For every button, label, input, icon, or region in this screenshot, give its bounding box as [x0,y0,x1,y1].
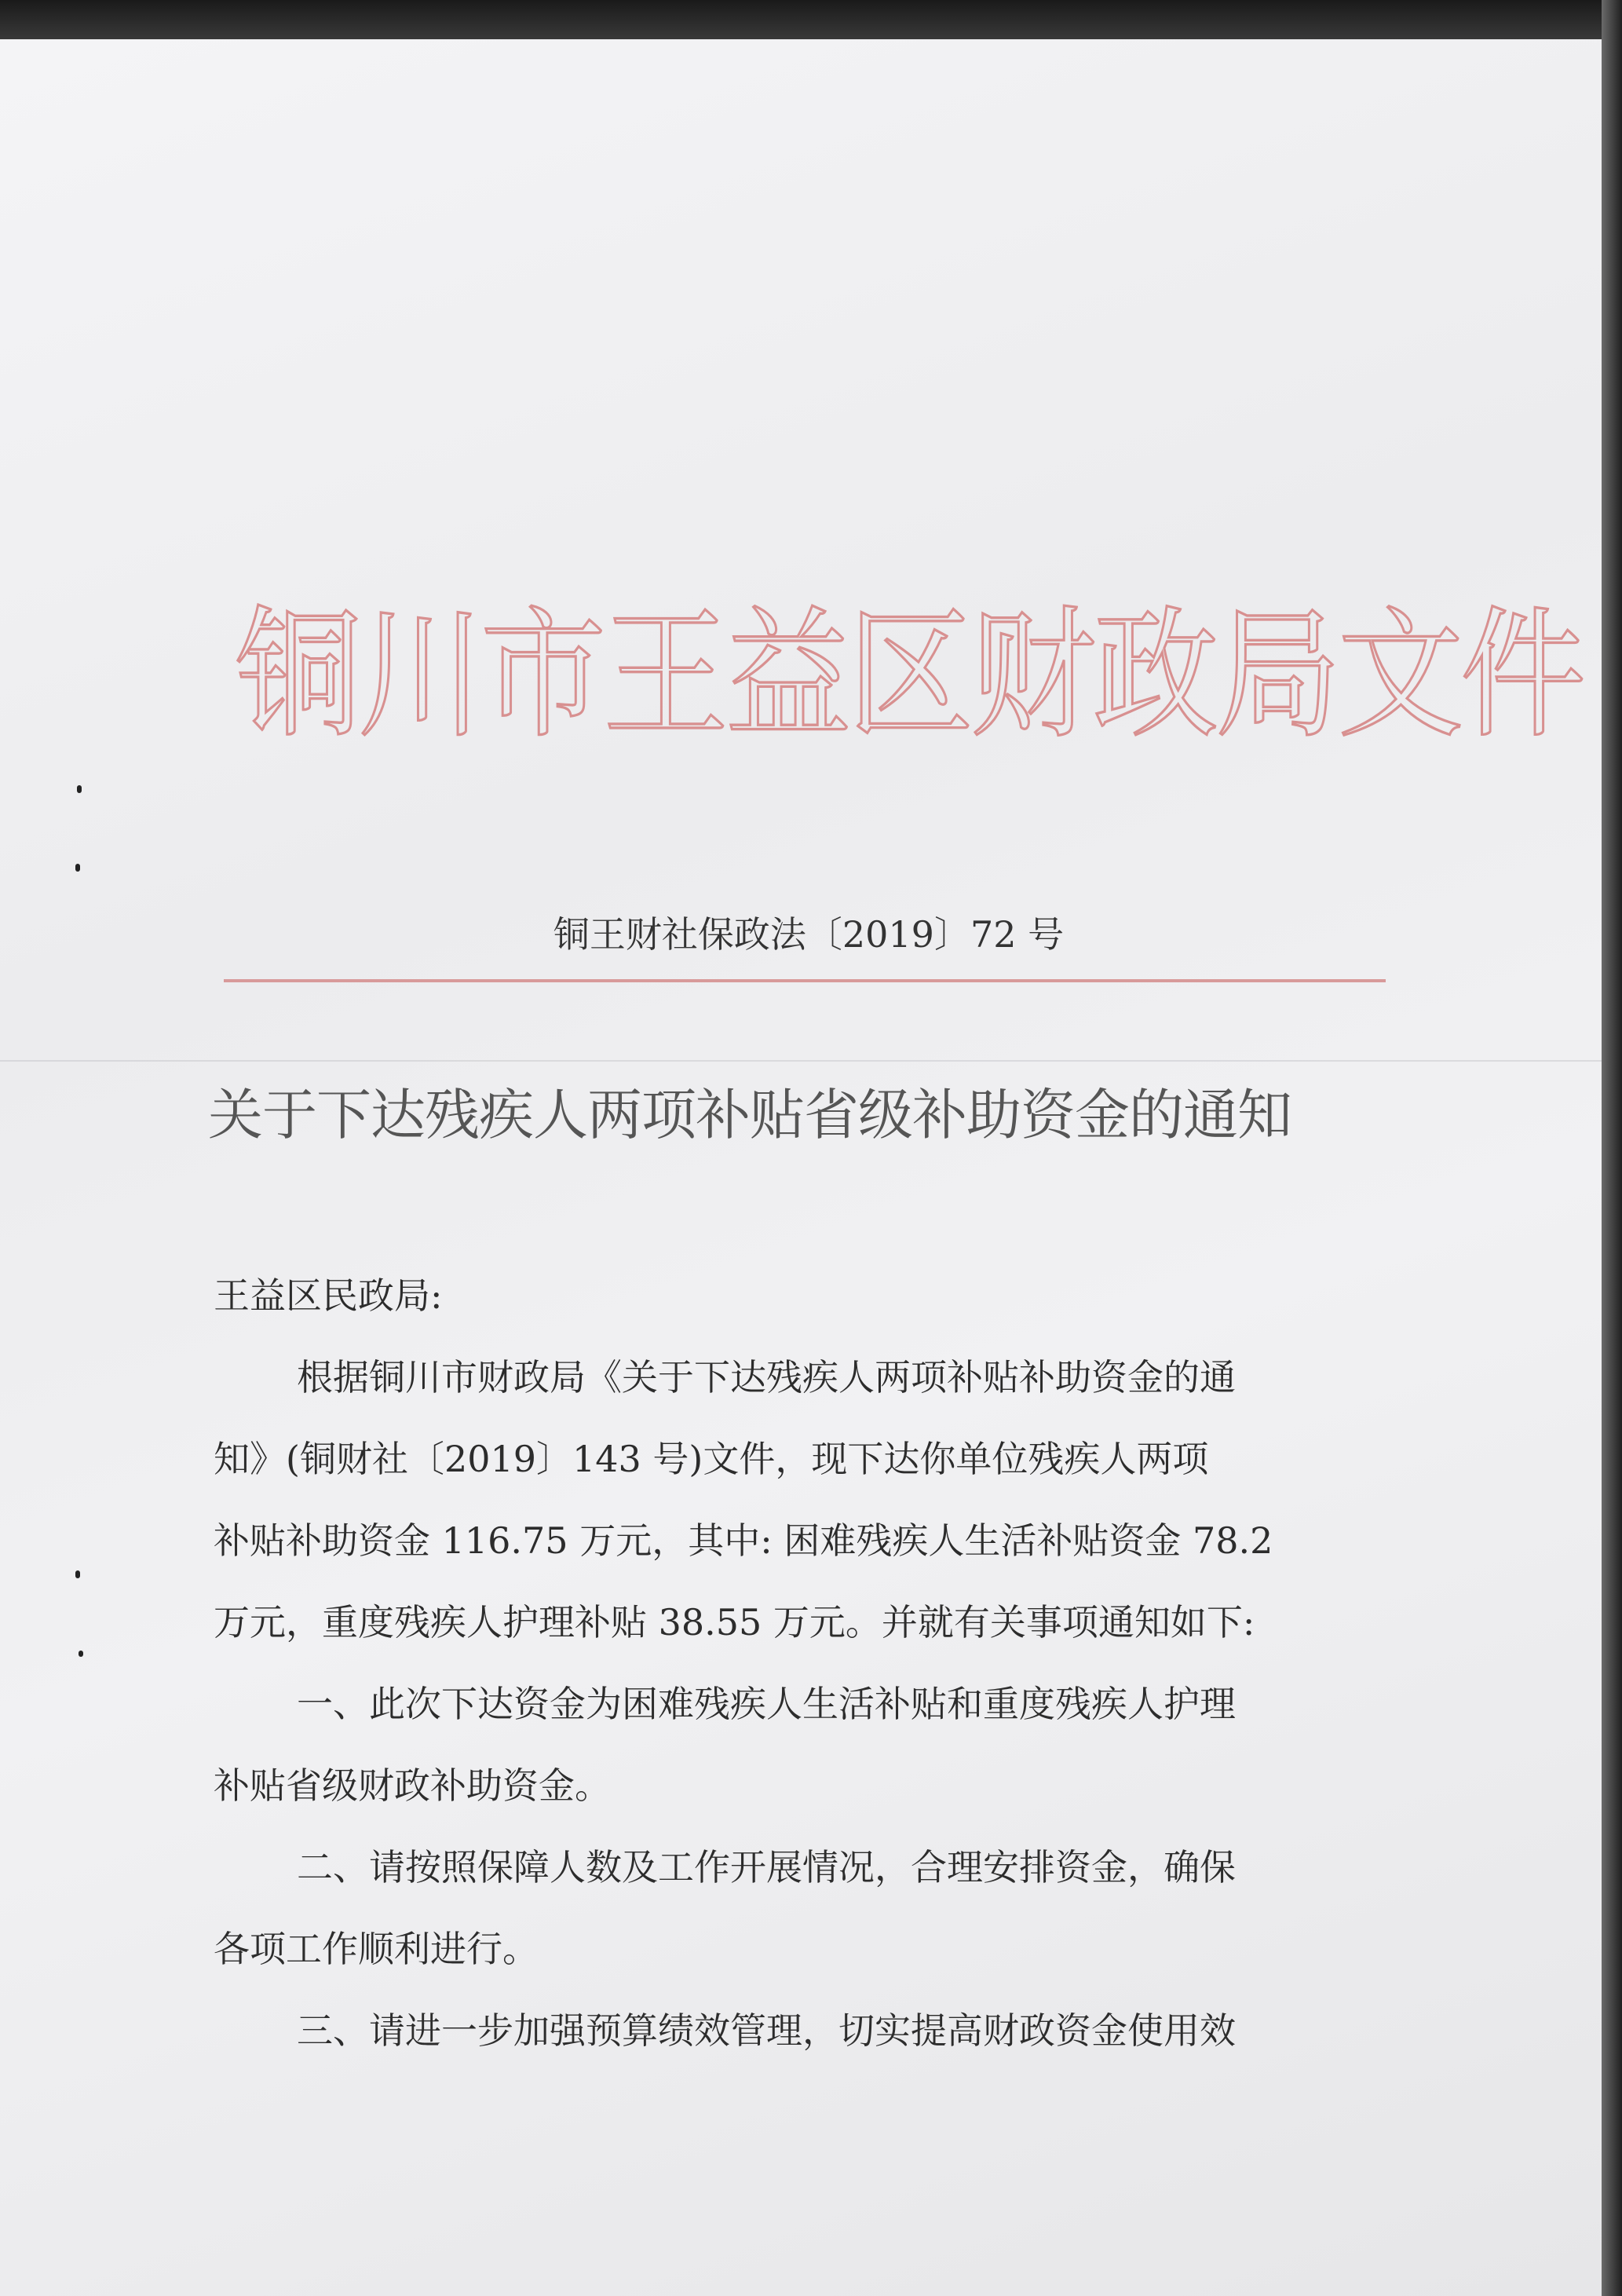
scan-top-shadow [0,0,1622,41]
notice-title: 关于下达残疾人两项补贴省级补助资金的通知 [208,1083,1291,1147]
body-line: 补贴省级财政补助资金。 [214,1764,611,1807]
red-separator-line [224,979,1386,982]
body-line: 根据铜川市财政局《关于下达残疾人两项补贴补助资金的通 [297,1356,1236,1398]
scan-speck [77,785,82,793]
body-line: 万元，重度残疾人护理补贴 38.55 万元。并就有关事项通知如下: [214,1601,1255,1643]
letterhead-title: 铜川市王益区财政局文件 [236,592,1584,758]
scan-right-shadow [1602,0,1622,2296]
body-line: 各项工作顺利进行。 [214,1928,539,1970]
document-number: 铜王财社保政法〔2019〕72 号 [553,913,1065,956]
scan-speck [75,1570,80,1578]
scan-speck [75,864,80,872]
recipient-line: 王益区民政局: [214,1274,443,1317]
scan-speck [79,1651,83,1657]
body-line: 补贴补助资金 116.75 万元，其中: 困难残疾人生活补贴资金 78.2 [214,1519,1273,1562]
body-line: 三、请进一步加强预算绩效管理，切实提高财政资金使用效 [297,2009,1236,2052]
body-line: 一、此次下达资金为困难残疾人生活补贴和重度残疾人护理 [297,1683,1236,1725]
paper-crease [0,1060,1602,1062]
body-line: 知》(铜财社〔2019〕143 号)文件，现下达你单位残疾人两项 [214,1438,1209,1480]
body-line: 二、请按照保障人数及工作开展情况，合理安排资金，确保 [297,1846,1236,1888]
